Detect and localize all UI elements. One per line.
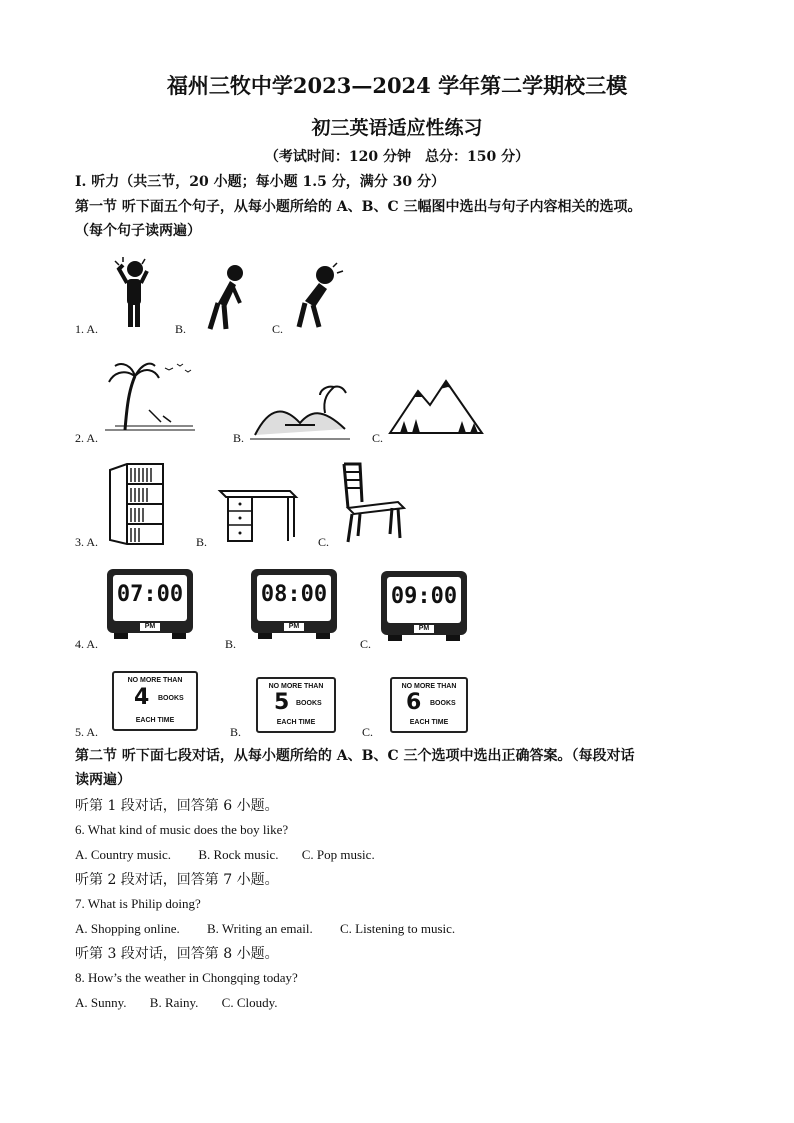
option-a: A. Shopping online. bbox=[75, 921, 180, 936]
chair-image bbox=[338, 462, 408, 547]
sign-books-text: BOOKS bbox=[430, 700, 456, 707]
option-label: B. bbox=[233, 431, 245, 445]
sign-books-text: BOOKS bbox=[158, 695, 184, 702]
sign-c bbox=[390, 677, 468, 733]
option-a: A. Sunny. bbox=[75, 995, 127, 1010]
option-label: B. bbox=[230, 725, 242, 739]
dialogue-intro: 听第 3 段对话，回答第 8 小题。 bbox=[75, 946, 279, 962]
dialogue-intro: 听第 2 段对话，回答第 7 小题。 bbox=[75, 872, 279, 888]
clock-time: 09:00 bbox=[390, 584, 458, 609]
option-label: 4. A. bbox=[75, 637, 99, 651]
desk-image bbox=[218, 487, 298, 547]
sign-a bbox=[112, 671, 198, 731]
part2-instruction-2: 读两遍） bbox=[75, 772, 131, 788]
option-b: B. Rainy. bbox=[149, 995, 199, 1010]
bookshelf-image bbox=[105, 462, 165, 547]
option-label: 3. A. bbox=[75, 535, 99, 549]
backache-figure-image bbox=[200, 263, 260, 338]
option-label: C. bbox=[360, 637, 372, 651]
option-label: C. bbox=[362, 725, 374, 739]
mountains-image bbox=[390, 375, 485, 445]
option-label: C. bbox=[272, 322, 284, 336]
question-7: 7. What is Philip doing? bbox=[75, 896, 201, 911]
part1-instruction-2: （每个句子读两遍） bbox=[75, 223, 201, 239]
sign-top-text: NO MORE THAN bbox=[268, 683, 324, 690]
option-label: C. bbox=[372, 431, 384, 445]
option-b: B. Rock music. bbox=[198, 847, 279, 862]
option-label: B. bbox=[175, 322, 187, 336]
dialogue-intro: 听第 1 段对话，回答第 6 小题。 bbox=[75, 798, 279, 814]
sign-books-text: BOOKS bbox=[296, 700, 322, 707]
exam-info: （考试时间：120 分钟 总分：150 分） bbox=[264, 149, 530, 165]
option-label: B. bbox=[196, 535, 208, 549]
option-label: C. bbox=[318, 535, 330, 549]
sign-number: 6 bbox=[406, 690, 422, 715]
sign-top-text: NO MORE THAN bbox=[401, 683, 457, 690]
question-8-options bbox=[75, 993, 278, 1013]
clock-time: 08:00 bbox=[260, 582, 328, 607]
sign-b bbox=[256, 677, 336, 733]
option-label: B. bbox=[225, 637, 237, 651]
option-c: C. Listening to music. bbox=[339, 921, 456, 936]
sign-top-text: NO MORE THAN bbox=[127, 677, 183, 684]
option-c: C. Pop music. bbox=[301, 847, 375, 862]
stomachache-figure-image bbox=[293, 263, 353, 338]
sign-bottom-text: EACH TIME bbox=[135, 717, 175, 724]
question-6-options bbox=[75, 845, 375, 865]
clock-pm-label: PM bbox=[288, 623, 300, 630]
option-a: A. Country music. bbox=[75, 847, 172, 862]
part2-instruction: 第二节 听下面七段对话，从每小题所给的 A、B、C 三个选项中选出正确答案。（每段对话 bbox=[75, 748, 635, 764]
hills-image bbox=[250, 385, 350, 445]
option-label: 2. A. bbox=[75, 431, 99, 445]
clock-pm-label: PM bbox=[418, 625, 430, 632]
page-subtitle: 初三英语适应性练习 bbox=[311, 117, 483, 139]
sign-number: 5 bbox=[274, 690, 290, 715]
option-b: B. Writing an email. bbox=[206, 921, 313, 936]
question-6: 6. What kind of music does the boy like? bbox=[75, 822, 289, 837]
question-8: 8. How’s the weather in Chongqing today? bbox=[75, 970, 298, 985]
option-label: 5. A. bbox=[75, 725, 99, 739]
clock-pm-label: PM bbox=[144, 623, 156, 630]
clock-time: 07:00 bbox=[116, 582, 184, 607]
sign-bottom-text: EACH TIME bbox=[276, 719, 316, 726]
page-title: 福州三牧中学2023—2024 学年第二学期校三模 bbox=[166, 73, 628, 98]
sign-bottom-text: EACH TIME bbox=[409, 719, 449, 726]
option-label: 1. A. bbox=[75, 322, 99, 336]
section-heading: Ⅰ. 听力（共三节，20 小题；每小题 1.5 分，满分 30 分） bbox=[75, 174, 445, 190]
part1-instruction: 第一节 听下面五个句子，从每小题所给的 A、B、C 三幅图中选出与句子内容相关的选项。 bbox=[75, 199, 642, 215]
headache-figure-image bbox=[105, 255, 165, 330]
question-7-options bbox=[75, 919, 455, 939]
beach-image bbox=[105, 360, 195, 435]
option-c: C. Cloudy. bbox=[221, 995, 278, 1010]
sign-number: 4 bbox=[134, 685, 150, 710]
